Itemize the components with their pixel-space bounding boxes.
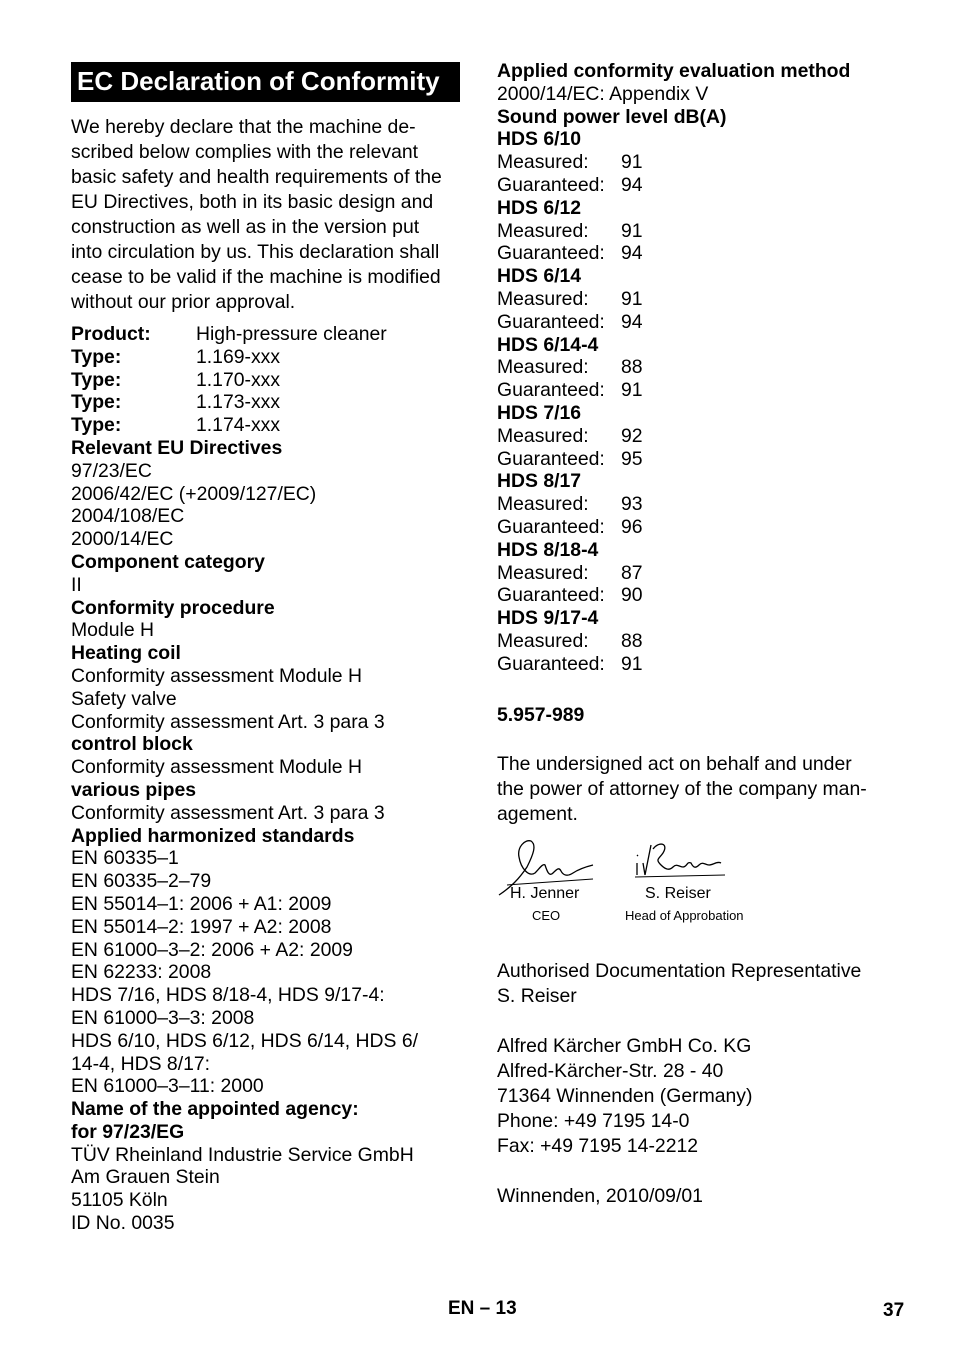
measured-label: Measured: [497,356,589,379]
signatory-role: CEO [532,907,561,923]
guaranteed-row [497,174,917,197]
spec-line: Module H [71,619,154,642]
measured-row [497,151,917,174]
address-line: Alfred-Kärcher-Str. 28 - 40 [497,1059,724,1082]
type-label: Type: [71,368,122,391]
representative-paragraph [497,959,917,1009]
spec-heading: Conformity procedure [71,596,275,619]
spec-line: Conformity assessment Art. 3 para 3 [71,801,385,824]
type-label: Type: [71,345,122,368]
guaranteed-value: 90 [621,584,643,607]
guaranteed-row [497,379,917,402]
type-value: 1.170-xxx [196,368,281,391]
sound-section [497,60,917,676]
company-address [497,1034,917,1159]
spec-line: 14-4, HDS 8/17: [71,1052,211,1075]
address-line: Fax: +49 7195 14-2212 [497,1134,699,1157]
spec-line: HDS 6/10, HDS 6/12, HDS 6/14, HDS 6/ [71,1029,419,1052]
measured-value: 91 [621,287,643,310]
right-column [497,60,917,1209]
representative-line: S. Reiser [497,984,577,1007]
spec-line: EN 61000–3–11: 2000 [71,1075,264,1098]
spec-line: EN 61000–3–2: 2006 + A2: 2009 [71,938,353,961]
guaranteed-row [497,516,917,539]
measured-row [497,562,917,585]
guaranteed-value: 94 [621,310,643,333]
guaranteed-value: 95 [621,447,643,470]
guaranteed-row [497,584,917,607]
measured-label: Measured: [497,287,589,310]
guaranteed-label: Guaranteed: [497,652,605,675]
guaranteed-label: Guaranteed: [497,173,605,196]
intro-line: without our prior approval. [71,291,296,313]
model-heading: HDS 6/12 [497,196,582,219]
signatory-name: S. Reiser [645,884,711,902]
measured-value: 87 [621,561,643,584]
spec-line: Am Grauen Stein [71,1166,220,1189]
model-heading: HDS 6/14 [497,265,582,288]
measured-label: Measured: [497,493,589,516]
measured-value: 92 [621,424,643,447]
intro-paragraph [71,115,461,315]
spec-line: 2006/42/EC (+2009/127/EC) [71,482,317,505]
type-value: 1.174-xxx [196,414,281,437]
measured-label: Measured: [497,151,589,174]
spec-line: ID No. 0035 [71,1212,175,1235]
model-heading: HDS 7/16 [497,401,582,424]
guaranteed-label: Guaranteed: [497,310,605,333]
model-heading: HDS 6/14-4 [497,333,599,356]
product-label: Product: [71,323,151,345]
guaranteed-label: Guaranteed: [497,379,605,402]
type-value: 1.169-xxx [196,345,281,368]
model-heading: HDS 9/17-4 [497,607,599,630]
measured-value: 93 [621,493,643,516]
intro-line: construction as well as in the version put [71,216,420,238]
specification-list [71,323,461,1235]
measured-row [497,356,917,379]
guaranteed-value: 91 [621,652,643,675]
model-heading: HDS 8/18-4 [497,538,599,561]
method-heading: Applied conformity evaluation method [497,60,851,82]
guaranteed-label: Guaranteed: [497,242,605,265]
intro-line: basic safety and health requirements of the [71,166,442,188]
undersigned-paragraph [497,752,917,827]
measured-label: Measured: [497,219,589,242]
measured-row [497,493,917,516]
sound-heading: Sound power level dB(A) [497,105,727,128]
product-value: High-pressure cleaner [196,323,387,345]
measured-label: Measured: [497,561,589,584]
left-column [71,62,461,1235]
guaranteed-row [497,448,917,471]
spec-line: 51105 Köln [71,1189,168,1212]
spec-line: 2004/108/EC [71,505,185,528]
model-heading: HDS 8/17 [497,470,582,493]
model-heading: HDS 6/10 [497,128,582,151]
spec-line: HDS 7/16, HDS 8/18-4, HDS 9/17-4: [71,984,385,1007]
spec-heading: various pipes [71,778,197,801]
measured-row [497,220,917,243]
spec-heading: Component category [71,550,265,573]
signatory-name: H. Jenner [510,884,580,902]
spec-line: 97/23/EC [71,459,152,482]
spec-line: Conformity assessment Art. 3 para 3 [71,710,385,733]
spec-line: EN 60335–2–79 [71,870,212,893]
intro-line: cease to be valid if the machine is modified [71,266,441,288]
address-line: 71364 Winnenden (Germany) [497,1084,753,1107]
spec-heading: Name of the appointed agency: [71,1098,359,1121]
spec-heading: Applied harmonized standards [71,824,355,847]
address-line: Phone: +49 7195 14-0 [497,1109,690,1132]
guaranteed-label: Guaranteed: [497,584,605,607]
intro-line: EU Directives, both in its basic design and [71,191,434,213]
measured-row [497,425,917,448]
page-title: EC Declaration of Conformity [71,62,460,102]
spec-line: EN 62233: 2008 [71,961,212,984]
signature-block [497,837,917,939]
measured-label: Measured: [497,424,589,447]
intro-line: into circulation by us. This declaration shall [71,241,440,263]
spec-heading: for 97/23/EG [71,1120,185,1143]
guaranteed-row [497,311,917,334]
signatory-role: Head of Approbation [625,907,744,923]
guaranteed-value: 96 [621,515,643,538]
spec-line: Conformity assessment Module H [71,664,362,687]
spec-line: EN 55014–2: 1997 + A2: 2008 [71,915,332,938]
guaranteed-value: 94 [621,242,643,265]
spec-line: EN 60335–1 [71,847,179,870]
type-row [71,346,461,369]
type-row [71,414,461,437]
spec-line: 2000/14/EC [71,528,174,551]
intro-line: scribed below complies with the relevant [71,141,419,163]
address-line: Alfred Kärcher GmbH Co. KG [497,1034,752,1057]
footer-section: EN – 13 [448,1298,517,1319]
undersigned-line: the power of attorney of the company man- [497,777,867,800]
measured-value: 88 [621,629,643,652]
spec-line: Conformity assessment Module H [71,756,362,779]
measured-value: 91 [621,219,643,242]
spec-heading: Relevant EU Directives [71,436,283,459]
spec-heading: Heating coil [71,642,181,665]
spec-line: EN 61000–3–3: 2008 [71,1006,255,1029]
type-label: Type: [71,391,122,414]
type-row [71,391,461,414]
spec-line: EN 55014–1: 2006 + A1: 2009 [71,892,332,915]
type-value: 1.173-xxx [196,391,281,414]
page-number: 37 [883,1300,905,1321]
measured-row [497,630,917,653]
undersigned-line: The undersigned act on behalf and under [497,752,852,775]
measured-label: Measured: [497,629,589,652]
spec-line: TÜV Rheinland Industrie Service GmbH [71,1143,414,1166]
guaranteed-row [497,653,917,676]
signature-reiser [633,837,728,882]
intro-line: We hereby declare that the machine de- [71,116,416,138]
method-value: 2000/14/EC: Appendix V [497,82,709,105]
spec-line: Safety valve [71,687,177,710]
guaranteed-label: Guaranteed: [497,515,605,538]
type-label: Type: [71,414,122,437]
measured-value: 88 [621,356,643,379]
place-date: Winnenden, 2010/09/01 [497,1184,703,1207]
product-row [71,323,461,346]
document-number: 5.957-989 [497,703,585,726]
representative-line: Authorised Documentation Representative [497,959,862,982]
guaranteed-value: 91 [621,379,643,402]
measured-row [497,288,917,311]
guaranteed-row [497,242,917,265]
spec-line: II [71,573,82,596]
measured-value: 91 [621,151,643,174]
guaranteed-value: 94 [621,173,643,196]
guaranteed-label: Guaranteed: [497,447,605,470]
undersigned-line: agement. [497,802,578,825]
type-row [71,369,461,392]
spec-heading: control block [71,733,193,756]
